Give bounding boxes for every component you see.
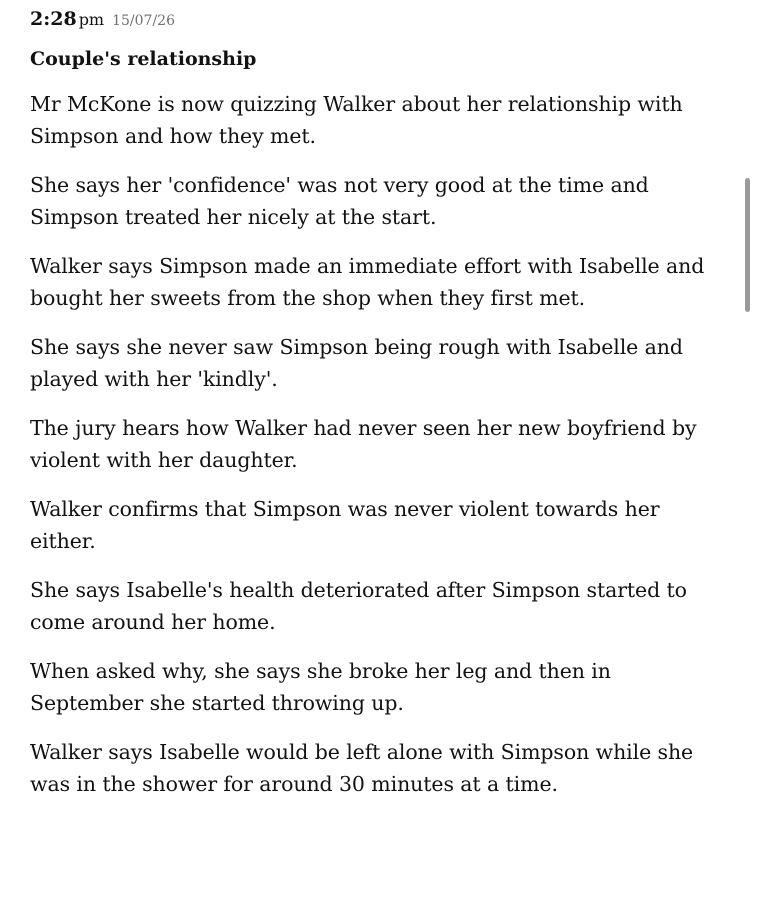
post-body [30, 88, 730, 817]
post-heading: Couple's relationship [30, 48, 257, 70]
paragraph: She says she never saw Simpson being rough with Isabelle and played with her 'kindly'. [30, 335, 683, 391]
post-date: 15/07/26 [112, 13, 175, 29]
paragraph: Walker says Isabelle would be left alone with Simpson while she was in the shower for around 30 minutes at a time. [30, 740, 694, 796]
scrollbar-thumb[interactable] [745, 178, 750, 312]
paragraph: The jury hears how Walker had never seen her new boyfriend by violent with her daughter. [30, 416, 697, 472]
paragraph: When asked why, she says she broke her leg and then in September she started throwing up. [30, 659, 611, 715]
post-ampm: pm [78, 10, 105, 29]
paragraph: She says her 'confidence' was not very good at the time and Simpson treated her nicely at the start. [30, 173, 649, 229]
paragraph: Walker says Simpson made an immediate effort with Isabelle and bought her sweets from the shop when they first met. [30, 254, 705, 310]
post-time: 2:28 [30, 8, 77, 30]
paragraph: Mr McKone is now quizzing Walker about her relationship with Simpson and how they met. [30, 92, 683, 148]
paragraph: Walker confirms that Simpson was never violent towards her either. [30, 497, 660, 553]
post-timestamp [30, 8, 175, 30]
paragraph: She says Isabelle's health deteriorated after Simpson started to come around her home. [30, 578, 687, 634]
